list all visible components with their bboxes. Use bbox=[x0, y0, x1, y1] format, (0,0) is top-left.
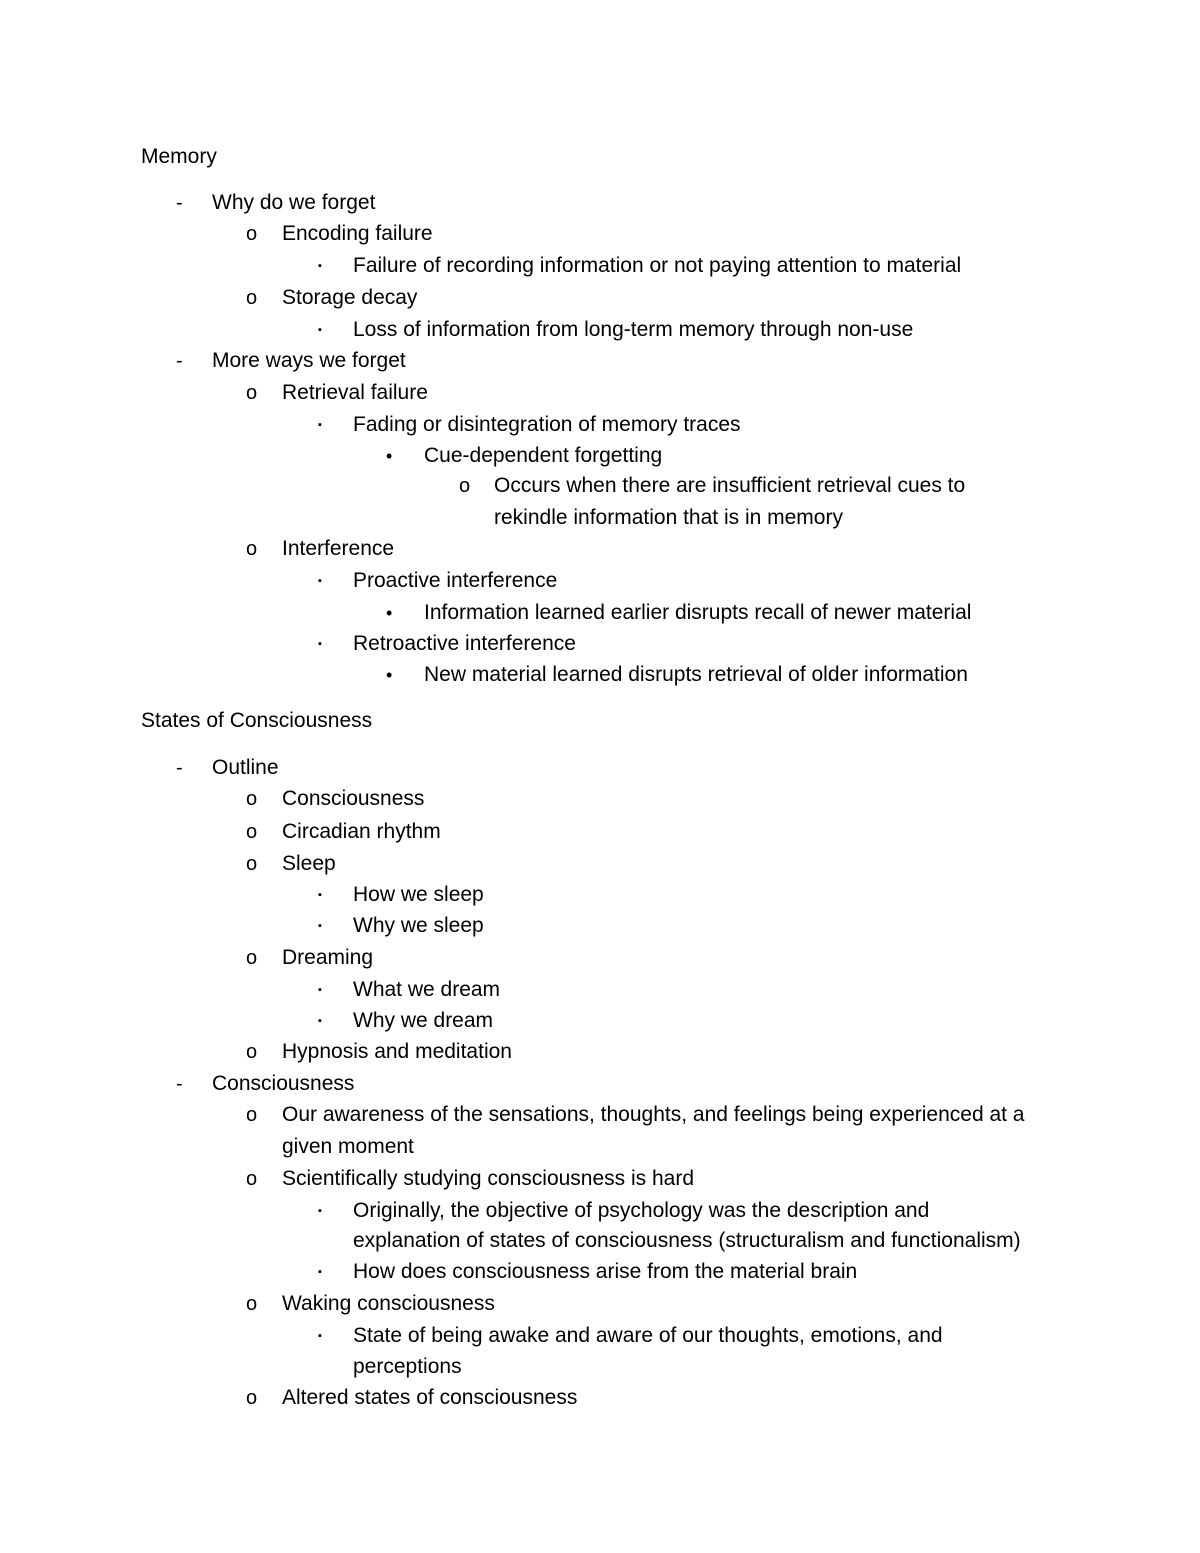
list-item-text: Waking consciousness bbox=[282, 1292, 495, 1315]
section-heading: States of Consciousness bbox=[141, 709, 373, 732]
square-bullet-icon: ▪ bbox=[318, 324, 322, 336]
list-item-text: Interference bbox=[282, 537, 395, 560]
circle-bullet-icon: o bbox=[246, 853, 258, 875]
square-bullet-icon: ▪ bbox=[318, 260, 322, 272]
dash-bullet-icon: - bbox=[176, 192, 183, 214]
circle-bullet-icon: o bbox=[459, 475, 471, 497]
list-item-text: Why we sleep bbox=[353, 914, 484, 937]
square-bullet-icon: ▪ bbox=[318, 575, 322, 587]
circle-bullet-icon: o bbox=[246, 1387, 258, 1409]
circle-bullet-icon: o bbox=[246, 1041, 258, 1063]
list-item-text: Retroactive interference bbox=[353, 632, 576, 655]
square-bullet-icon: ▪ bbox=[318, 889, 322, 901]
circle-bullet-icon: o bbox=[246, 788, 258, 810]
list-item-text: Hypnosis and meditation bbox=[282, 1040, 512, 1063]
square-bullet-icon: ▪ bbox=[318, 419, 322, 431]
list-item-text: Fading or disintegration of memory traces bbox=[353, 413, 741, 436]
dash-bullet-icon: - bbox=[176, 1073, 183, 1095]
list-item-text: What we dream bbox=[353, 978, 501, 1001]
list-item-text: Failure of recording information or not paying attention to material bbox=[353, 254, 962, 277]
list-item-text: Altered states of consciousness bbox=[282, 1386, 578, 1409]
list-item-text: Sleep bbox=[282, 852, 336, 875]
section-heading: Memory bbox=[141, 145, 217, 168]
list-item-continuation: perceptions bbox=[353, 1355, 462, 1378]
list-item-text: Cue-dependent forgetting bbox=[424, 444, 663, 467]
list-item-text: Storage decay bbox=[282, 286, 418, 309]
list-item-text: Circadian rhythm bbox=[282, 820, 441, 843]
list-item-text: State of being awake and aware of our thoughts, emotions, and bbox=[353, 1324, 943, 1347]
list-item-text: Our awareness of the sensations, thoughts, and feelings being experienced at a bbox=[282, 1103, 1025, 1126]
circle-bullet-icon: o bbox=[246, 1104, 258, 1126]
square-bullet-icon: ▪ bbox=[318, 920, 322, 932]
circle-bullet-icon: o bbox=[246, 223, 258, 245]
square-bullet-icon: ▪ bbox=[318, 1266, 322, 1278]
circle-bullet-icon: o bbox=[246, 821, 258, 843]
list-item-text: More ways we forget bbox=[212, 349, 406, 372]
dash-bullet-icon: - bbox=[176, 757, 183, 779]
dot-bullet-icon: • bbox=[386, 446, 393, 466]
list-item-text: Why we dream bbox=[353, 1009, 494, 1032]
list-item-text: Originally, the objective of psychology was the description and bbox=[353, 1199, 930, 1222]
dot-bullet-icon: • bbox=[386, 665, 393, 685]
circle-bullet-icon: o bbox=[246, 1293, 258, 1315]
list-item-text: Dreaming bbox=[282, 946, 374, 969]
circle-bullet-icon: o bbox=[246, 1168, 258, 1190]
list-item-continuation: explanation of states of consciousness (structuralism and functionalism) bbox=[353, 1229, 1021, 1252]
dot-bullet-icon: • bbox=[386, 603, 393, 623]
circle-bullet-icon: o bbox=[246, 287, 258, 309]
list-item-text: How we sleep bbox=[353, 883, 484, 906]
list-item-text: Proactive interference bbox=[353, 569, 558, 592]
list-item-text: Scientifically studying consciousness is hard bbox=[282, 1167, 695, 1190]
list-item-text: Retrieval failure bbox=[282, 381, 428, 404]
square-bullet-icon: ▪ bbox=[318, 1015, 322, 1027]
list-item-text: Consciousness bbox=[282, 787, 425, 810]
list-item-text: Why do we forget bbox=[212, 191, 376, 214]
square-bullet-icon: ▪ bbox=[318, 1330, 322, 1342]
list-item-text: Occurs when there are insufficient retrieval cues to bbox=[494, 474, 966, 497]
dash-bullet-icon: - bbox=[176, 350, 183, 372]
circle-bullet-icon: o bbox=[246, 947, 258, 969]
square-bullet-icon: ▪ bbox=[318, 1205, 322, 1217]
list-item-text: Outline bbox=[212, 756, 279, 779]
square-bullet-icon: ▪ bbox=[318, 984, 322, 996]
list-item-continuation: rekindle information that is in memory bbox=[494, 506, 843, 529]
square-bullet-icon: ▪ bbox=[318, 638, 322, 650]
list-item-text: How does consciousness arise from the material brain bbox=[353, 1260, 858, 1283]
circle-bullet-icon: o bbox=[246, 382, 258, 404]
list-item-text: Consciousness bbox=[212, 1072, 355, 1095]
list-item-text: Loss of information from long-term memory through non-use bbox=[353, 318, 914, 341]
circle-bullet-icon: o bbox=[246, 538, 258, 560]
list-item-continuation: given moment bbox=[282, 1135, 414, 1158]
list-item-text: New material learned disrupts retrieval of older information bbox=[424, 663, 968, 686]
list-item-text: Encoding failure bbox=[282, 222, 433, 245]
list-item-text: Information learned earlier disrupts recall of newer material bbox=[424, 601, 972, 624]
